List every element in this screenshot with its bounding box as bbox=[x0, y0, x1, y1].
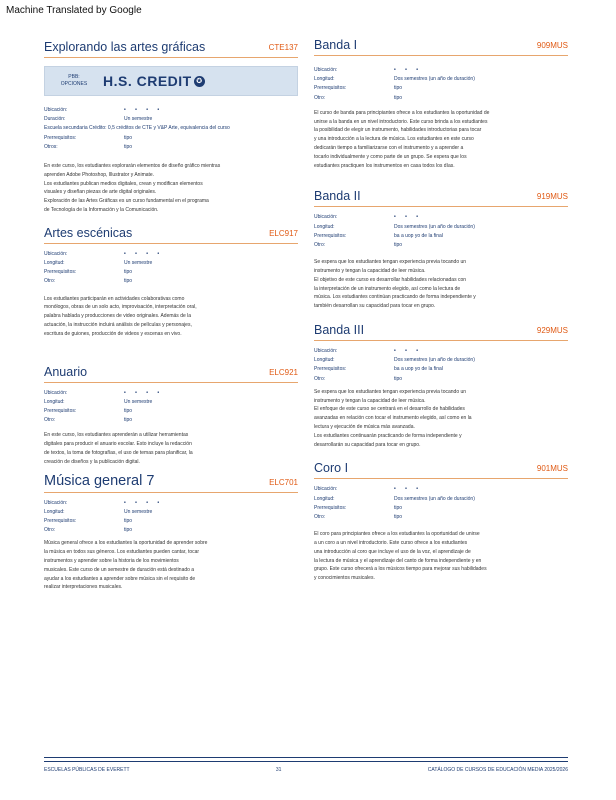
course-yearbook bbox=[44, 365, 298, 467]
course-description bbox=[44, 162, 298, 215]
info-label: Prerrequisitos: bbox=[314, 85, 347, 92]
course-header bbox=[314, 189, 568, 207]
course-code: 901MUS bbox=[536, 464, 568, 474]
info-label: Otro: bbox=[314, 513, 326, 520]
desc-line: creación de diseños y la publicación digital. bbox=[44, 458, 140, 465]
course-band-3 bbox=[314, 323, 568, 449]
info-label: Prerrequisitos: bbox=[314, 366, 347, 373]
info-value: ba a uop yo de la final bbox=[394, 232, 443, 239]
footer-rule bbox=[44, 757, 568, 758]
info-value: Un semestre bbox=[124, 116, 153, 123]
footer-district: ESCUELAS PÚBLICAS DE EVERETT bbox=[44, 767, 130, 773]
desc-line: ayudar a los estudiantes a aprender sobre música sin el requisito de bbox=[44, 575, 196, 582]
course-header bbox=[44, 365, 298, 383]
info-label: Prerrequisitos: bbox=[314, 232, 347, 239]
desc-line: dedicarán tiempo a familiarizarse con el instrumento y a aprender a bbox=[314, 145, 464, 151]
desc-line: música. Los estudiantes continúan practicando de forma independiente y bbox=[314, 294, 476, 301]
course-header bbox=[44, 473, 298, 493]
course-code: 909MUS bbox=[536, 41, 568, 50]
course-description bbox=[44, 295, 298, 339]
course-header bbox=[314, 38, 568, 56]
desc-line: Los estudiantes participarán en actividades colaborativas como bbox=[44, 295, 185, 302]
info-value: Dos semestres (un año de duración) bbox=[394, 357, 475, 364]
desc-line: tocarlo individualmente y como parte de un grupo. Se espera que los bbox=[314, 153, 467, 160]
course-description bbox=[314, 388, 568, 450]
machine-translated-banner: Machine Translated by Google bbox=[6, 5, 142, 16]
info-label: Otro: bbox=[44, 527, 56, 534]
course-band-2 bbox=[314, 189, 568, 311]
info-value: tipo bbox=[394, 242, 403, 248]
course-description bbox=[44, 431, 298, 466]
info-value: tipo bbox=[124, 518, 133, 524]
info-value: tipo bbox=[124, 417, 133, 424]
desc-line: Se espera que los estudiantes tengan experiencia previa tocando un bbox=[314, 259, 467, 266]
course-title: Coro I bbox=[314, 461, 349, 476]
desc-line: instrumento y tengan la capacidad de leer música. bbox=[314, 397, 426, 404]
course-title: Banda II bbox=[314, 189, 361, 204]
course-info bbox=[44, 499, 298, 536]
desc-line: El curso de banda para principiantes ofrece a los estudiantes la oportunidad de bbox=[314, 109, 490, 116]
info-label: Otro: bbox=[44, 278, 56, 285]
info-label: Longitud: bbox=[314, 357, 335, 364]
desc-line: actuación, la instrucción incluirá análisis de películas y personajes, bbox=[44, 322, 192, 328]
course-code: 929MUS bbox=[536, 325, 568, 335]
info-label: Otros: bbox=[44, 143, 58, 150]
info-value: tipo bbox=[124, 527, 133, 534]
course-general-music-7 bbox=[44, 473, 298, 593]
course-info bbox=[44, 250, 298, 287]
desc-line: En este curso, los estudiantes aprenderán a utilizar herramientas bbox=[44, 432, 189, 439]
info-label: Ubicación: bbox=[44, 389, 68, 396]
course-info bbox=[314, 213, 568, 250]
course-performing-arts bbox=[44, 226, 298, 339]
info-value: tipo bbox=[394, 94, 403, 101]
info-label: Otro: bbox=[44, 417, 56, 424]
course-header bbox=[44, 226, 298, 244]
info-value: • • • • bbox=[124, 389, 164, 396]
info-value: Un semestre bbox=[124, 260, 153, 266]
desc-line: Los estudiantes publican medios digitales, crean y modifican elementos bbox=[44, 180, 203, 187]
desc-line: Música general ofrece a los estudiantes la oportunidad de aprender sobre bbox=[44, 540, 208, 547]
desc-line: digitales para producir el anuario escolar. Esto incluye la redacción bbox=[44, 441, 192, 448]
info-label: Ubicación: bbox=[314, 486, 338, 493]
info-value: • • • • bbox=[124, 250, 164, 257]
info-label: Longitud: bbox=[314, 76, 335, 83]
desc-line: la interpretación de un instrumento elegido, así como la lectura de bbox=[314, 285, 461, 292]
desc-line: de textos, la toma de fotografías, el uso de temas para planificar, la bbox=[44, 450, 193, 456]
desc-line: Se espera que los estudiantes tengan experiencia previa tocando un bbox=[314, 388, 467, 395]
desc-line: la lectura de música y el aprendizaje del canto de forma independiente y en bbox=[314, 557, 482, 564]
info-value: Dos semestres (un año de duración) bbox=[394, 76, 475, 83]
desc-line: la música en todos sus géneros. Los estudiantes pueden cantar, tocar bbox=[44, 549, 200, 556]
info-value: • • • • bbox=[124, 107, 164, 113]
course-title: Artes escénicas bbox=[44, 225, 133, 240]
desc-line: grupo. Este curso ofrecerá a los músicos tiempo para mejorar sus habilidades bbox=[314, 566, 487, 573]
info-value: tipo bbox=[124, 278, 133, 285]
desc-line: de Tecnología de la Información y la Comunicación. bbox=[44, 207, 159, 213]
desc-line: avanzadas en relación con tocar el instrumento elegido, así como en la bbox=[314, 415, 472, 422]
info-value: tipo bbox=[394, 504, 403, 511]
info-label: Prerrequisitos: bbox=[44, 518, 77, 524]
info-value: tipo bbox=[124, 134, 133, 141]
course-header bbox=[314, 461, 568, 479]
desc-line: palabra hablada y producciones de video originales. Además de la bbox=[44, 313, 192, 320]
course-info bbox=[314, 347, 568, 384]
info-value: tipo bbox=[124, 269, 133, 276]
info-value: • • • bbox=[394, 347, 423, 354]
course-band-1 bbox=[314, 38, 568, 170]
info-label: Ubicación: bbox=[314, 67, 338, 73]
desc-line: aprenden Adobe Photoshop, Illustrator y Animate. bbox=[44, 171, 155, 178]
desc-line: unirse a la banda en un nivel introductorio. Este curso brinda a los estudiantes bbox=[314, 118, 488, 125]
desc-line: lectura y ejecución de música más avanzada. bbox=[314, 423, 415, 430]
desc-line: realizar interpretaciones musicales. bbox=[44, 584, 123, 591]
desc-line: la posibilidad de elegir un instrumento, habilidades introductorias para tocar bbox=[314, 127, 482, 134]
credit-options-label: PBB: OPCIONES bbox=[60, 74, 88, 87]
info-value: • • • bbox=[394, 67, 423, 73]
desc-line: monólogos, obras de un solo acto, improvisación, interpretación oral, bbox=[44, 304, 197, 311]
course-info bbox=[314, 485, 568, 522]
course-header bbox=[314, 323, 568, 341]
info-value: tipo bbox=[394, 513, 403, 520]
info-label: Ubicación: bbox=[314, 347, 338, 354]
info-value: • • • bbox=[394, 486, 423, 493]
course-graphic-arts bbox=[44, 40, 298, 215]
course-code: 919MUS bbox=[536, 192, 568, 202]
info-value: Un semestre bbox=[124, 398, 153, 405]
desc-line: desarrollarán su capacidad para tocar en grupo. bbox=[314, 441, 421, 448]
course-description bbox=[314, 258, 568, 311]
info-credit-line: Escuela secundaria Crédito: 0,5 créditos de CTE y V&P Arte, equivalencia del curso bbox=[44, 125, 230, 132]
info-label: Ubicación: bbox=[44, 107, 68, 113]
info-label: Otro: bbox=[314, 242, 326, 248]
info-label: Otro: bbox=[314, 94, 326, 101]
course-title: Anuario bbox=[44, 364, 88, 379]
page-footer bbox=[44, 767, 568, 773]
desc-line: El enfoque de este curso se centrará en el desarrollo de habilidades bbox=[314, 406, 465, 413]
course-title: Banda III bbox=[314, 322, 365, 337]
info-label: Longitud: bbox=[44, 260, 65, 266]
desc-line: visuales y diseñan piezas de arte digital originales. bbox=[44, 189, 157, 196]
info-label: Ubicación: bbox=[44, 250, 68, 257]
desc-line: escritura de guiones, producción de videos y escenas en vivo. bbox=[44, 330, 182, 337]
desc-line: En este curso, los estudiantes explorarán elementos de diseño gráfico mientras bbox=[44, 163, 221, 170]
info-label: Prerrequisitos: bbox=[314, 504, 347, 511]
info-label: Longitud: bbox=[44, 508, 65, 515]
info-label: Ubicación: bbox=[314, 214, 338, 221]
desc-line: instrumentos y aprender sobre la historia de los movimientos bbox=[44, 558, 179, 564]
info-value: tipo bbox=[124, 143, 133, 150]
info-label: Ubicación: bbox=[44, 499, 68, 506]
course-code: ELC701 bbox=[269, 477, 298, 487]
desc-line: y conocimientos musicales. bbox=[314, 575, 375, 582]
info-label: Prerrequisitos: bbox=[44, 134, 77, 141]
info-label: Prerrequisitos: bbox=[44, 269, 77, 276]
footer-rule bbox=[44, 761, 568, 762]
course-code: ELC917 bbox=[269, 228, 298, 238]
hs-credit-logo: H.S. CREDIT bbox=[103, 73, 192, 89]
catalog-page bbox=[44, 0, 568, 800]
desc-line: estudiantes practiquen los instrumentos en casa todos los días. bbox=[314, 162, 455, 169]
course-info bbox=[314, 66, 568, 103]
info-value: Dos semestres (un año de duración) bbox=[394, 223, 475, 230]
info-label: Longitud: bbox=[314, 223, 335, 230]
desc-line: El coro para principiantes ofrece a los estudiantes la oportunidad de unirse bbox=[314, 531, 480, 538]
info-label: Prerrequisitos: bbox=[44, 408, 77, 414]
course-code: ELC921 bbox=[269, 367, 298, 377]
footer-page-number: 31 bbox=[275, 767, 282, 773]
graduation-cap-icon: ✪ bbox=[194, 76, 205, 87]
desc-line: a un coro a un nivel introductorio. Este curso ofrece a los estudiantes bbox=[314, 539, 468, 546]
info-label: Longitud: bbox=[314, 495, 335, 502]
hs-credit-banner bbox=[44, 66, 298, 96]
info-value: • • • • bbox=[124, 499, 164, 506]
info-label: Duración: bbox=[44, 116, 66, 123]
course-choir-1 bbox=[314, 461, 568, 583]
info-value: tipo bbox=[394, 85, 403, 92]
desc-line: Exploración de las Artes Gráficas es un curso fundamental en el programa bbox=[44, 198, 209, 205]
info-value: ba a uop yo de la final bbox=[394, 366, 443, 373]
info-value: • • • bbox=[394, 214, 423, 221]
info-value: tipo bbox=[394, 375, 403, 382]
desc-line: Los estudiantes continuarán practicando de forma independiente y bbox=[314, 432, 462, 439]
course-title: Banda I bbox=[314, 38, 358, 52]
course-description bbox=[314, 109, 568, 171]
course-info bbox=[44, 106, 298, 152]
desc-line: también desarrollan su capacidad para tocar en grupo. bbox=[314, 303, 436, 310]
course-description bbox=[44, 539, 298, 592]
info-value: Dos semestres (un año de duración) bbox=[394, 495, 475, 502]
desc-line: El objetivo de este curso es desarrollar habilidades relacionadas con bbox=[314, 276, 467, 283]
course-title: Explorando las artes gráficas bbox=[44, 40, 206, 54]
course-description bbox=[314, 530, 568, 583]
info-value: tipo bbox=[124, 408, 133, 414]
course-header bbox=[44, 40, 298, 58]
footer-catalog-title: CATÁLOGO DE CURSOS DE EDUCACIÓN MEDIA 2025/2026 bbox=[427, 767, 568, 773]
info-value: Un semestre bbox=[124, 508, 153, 515]
course-info bbox=[44, 389, 298, 426]
desc-line: y una introducción a la lectura de música. Los estudiantes en este curso bbox=[314, 136, 474, 143]
left-column bbox=[44, 38, 298, 592]
desc-line: una introducción al coro que incluye el uso de la voz, el aprendizaje de bbox=[314, 548, 471, 555]
right-column bbox=[314, 38, 568, 583]
info-label: Longitud: bbox=[44, 398, 65, 405]
desc-line: musicales. Este curso de un semestre de duración está destinado a bbox=[44, 566, 195, 573]
info-label: Otro: bbox=[314, 375, 326, 382]
course-code: CTE137 bbox=[268, 43, 298, 52]
course-title: Música general 7 bbox=[44, 472, 155, 489]
desc-line: instrumento y tengan la capacidad de leer música. bbox=[314, 268, 426, 274]
